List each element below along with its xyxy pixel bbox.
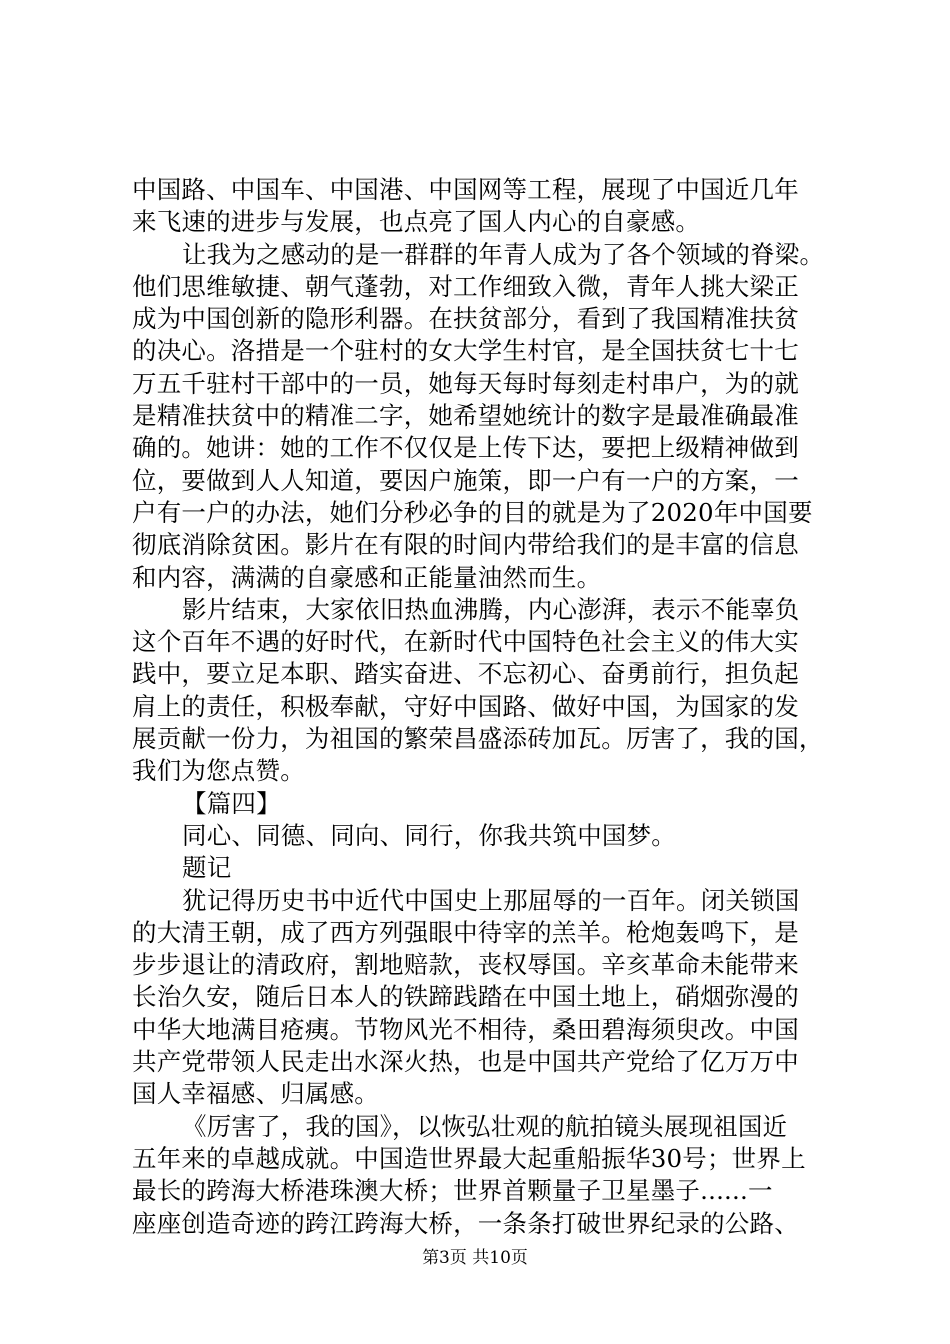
page-number-footer: 第3页 共10页: [422, 1248, 528, 1268]
text-line: 彻底消除贫困。影片在有限的时间内带给我们的是丰富的信息: [132, 530, 799, 560]
text-line: 中华大地满目疮痍。节物风光不相待，桑田碧海须臾改。中国: [132, 1014, 799, 1044]
text-line: 和内容，满满的自豪感和正能量油然而生。: [132, 562, 602, 592]
text-line: 中国路、中国车、中国港、中国网等工程，展现了中国近几年: [132, 175, 799, 204]
text-line: 让我为之感动的是一群群的年青人成为了各个领域的脊梁。: [182, 239, 825, 269]
text-line: 步步退让的清政府，割地赔款，丧权辱国。辛亥革命未能带来: [132, 950, 799, 980]
document-body: [132, 174, 832, 1240]
text-line: 的大清王朝，成了西方列强眼中待宰的羔羊。枪炮轰鸣下，是: [132, 917, 799, 947]
text-line: 犹记得历史书中近代中国史上那屈辱的一百年。闭关锁国: [182, 885, 800, 915]
text-line: 国人幸福感、归属感。: [132, 1079, 379, 1109]
text-line: 万五千驻村干部中的一员，她每天每时每刻走村串户，为的就: [132, 368, 799, 398]
text-line: 同心、同德、同向、同行，你我共筑中国梦。: [182, 820, 676, 850]
text-line: 展贡献一份力，为祖国的繁荣昌盛添砖加瓦。厉害了，我的国，: [132, 724, 824, 754]
text-line: 我们为您点赞。: [132, 756, 305, 786]
text-line: 最长的跨海大桥港珠澳大桥；世界首颗量子卫星墨子......一: [132, 1176, 773, 1206]
text-line: 践中，要立足本职、踏实奋进、不忘初心、奋勇前行，担负起: [132, 659, 799, 689]
text-line: 这个百年不遇的好时代，在新时代中国特色社会主义的伟大实: [132, 627, 799, 657]
text-line: 成为中国创新的隐形利器。在扶贫部分，看到了我国精准扶贫: [132, 304, 799, 334]
text-line: 位，要做到人人知道，要因户施策，即一户有一户的方案，一: [132, 465, 799, 495]
text-line: 是精准扶贫中的精准二字，她希望她统计的数字是最准确最准: [132, 401, 799, 431]
text-line: 座座创造奇迹的跨江跨海大桥，一条条打破世界纪录的公路、: [132, 1208, 799, 1238]
text-line: 影片结束，大家依旧热血沸腾，内心澎湃，表示不能辜负: [182, 594, 800, 624]
text-line: 他们思维敏捷、朝气蓬勃，对工作细致入微，青年人挑大梁正: [132, 271, 799, 301]
text-line: 共产党带领人民走出水深火热，也是中国共产党给了亿万万中: [132, 1047, 799, 1077]
text-line: 【篇四】: [182, 788, 281, 818]
text-line: 长治久安，随后日本人的铁蹄践踏在中国土地上，硝烟弥漫的: [132, 982, 799, 1012]
text-line: 题记: [182, 853, 232, 883]
text-line: 的决心。洛措是一个驻村的女大学生村官，是全国扶贫七十七: [132, 336, 799, 366]
text-line: 肩上的责任，积极奉献，守好中国路、做好中国，为国家的发: [132, 691, 799, 721]
text-line: 户有一户的办法，她们分秒必争的目的就是为了2020年中国要: [132, 497, 813, 527]
text-line: 确的。她讲：她的工作不仅仅是上传下达，要把上级精神做到: [132, 433, 799, 463]
text-line: 五年来的卓越成就。中国造世界最大起重船振华30号；世界上: [132, 1143, 806, 1173]
text-line: 《厉害了，我的国》，以恢弘壮观的航拍镜头展现祖国近: [182, 1111, 788, 1141]
text-line: 来飞速的进步与发展，也点亮了国人内心的自豪感。: [132, 207, 701, 237]
